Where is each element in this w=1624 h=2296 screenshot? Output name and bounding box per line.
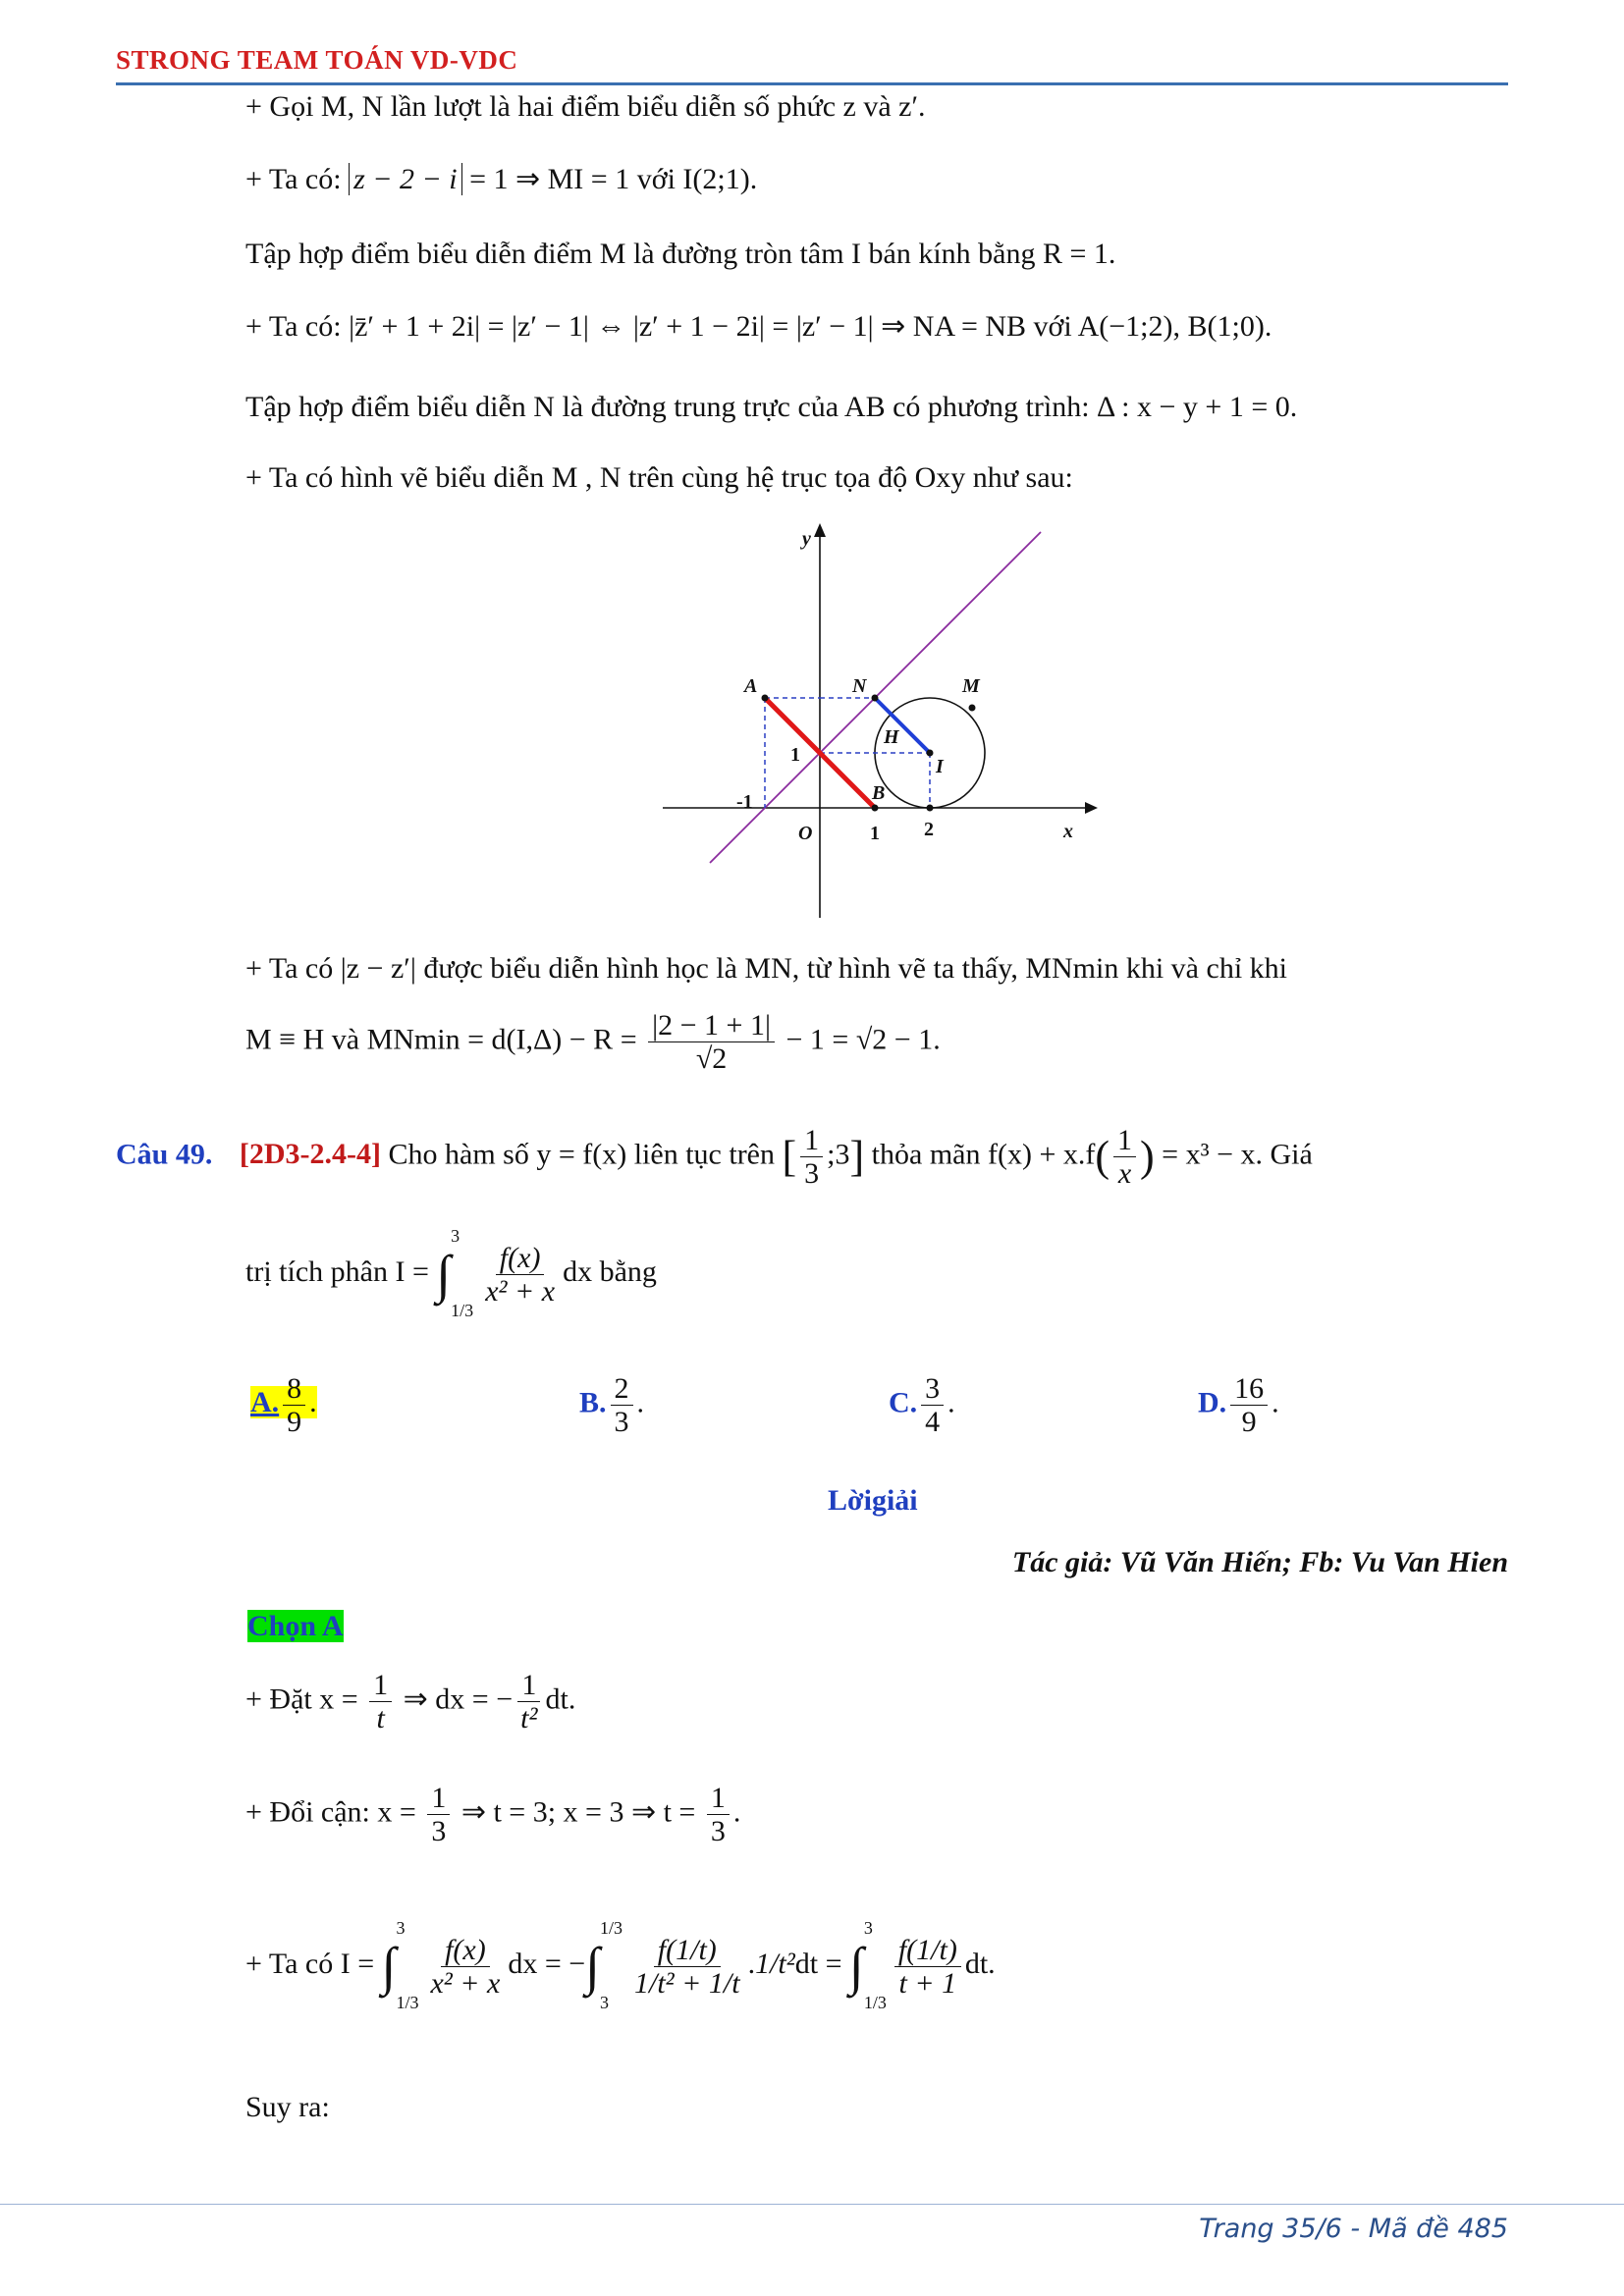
solution-title: Lờigiải: [828, 1484, 918, 1517]
footer-divider: [0, 2204, 1624, 2205]
tick-x-2: 2: [924, 819, 934, 840]
option-b-label: B.: [579, 1386, 607, 1419]
question-text-2: thỏa mãn f(x) + x.f: [864, 1138, 1096, 1171]
option-c-den: 4: [925, 1406, 941, 1438]
point-2: [927, 805, 934, 812]
question-text-4: trị tích phân I =: [245, 1255, 437, 1288]
label-m: M: [962, 675, 980, 697]
option-a-num: 8: [283, 1372, 305, 1406]
s2-c: .: [732, 1795, 741, 1829]
option-b-den: 3: [614, 1406, 629, 1438]
s3-int3-num: f(1/t): [894, 1934, 961, 1967]
tick-y-1: 1: [790, 744, 800, 766]
option-a-label: A.: [250, 1386, 280, 1419]
tick-x-1: 1: [870, 823, 880, 844]
header-title: STRONG TEAM TOÁN VD-VDC: [116, 45, 518, 75]
int-den: x² + x: [485, 1274, 556, 1308]
question-text-3: = x³ − x. Giá: [1154, 1138, 1313, 1171]
s3-c: .: [747, 1947, 756, 1980]
label-n: N: [852, 675, 867, 697]
line-2: [245, 163, 757, 195]
integral-sign-icon: ∫: [849, 1937, 864, 1996]
point-n: [872, 695, 879, 702]
option-d[interactable]: D. $\frac{16}{9}$ .: [1198, 1372, 1279, 1438]
point-a: [762, 695, 769, 702]
interval-rest: ;3: [827, 1138, 850, 1171]
int-upper: 3: [451, 1226, 460, 1246]
option-c-label: C.: [889, 1386, 918, 1419]
footer-page: Trang 35/6 - Mã đề 485: [1199, 2214, 1508, 2244]
s3-int1-den: x² + x: [430, 1966, 501, 2000]
label-i: I: [936, 756, 944, 777]
line-7: + Ta có |z − z′| được biểu diễn hình học là MN, từ hình vẽ ta thấy, MNmin khi và chỉ khi: [245, 952, 1287, 985]
interval-den: 3: [804, 1157, 820, 1190]
label-h: H: [884, 726, 899, 748]
question-text-5: bằng: [592, 1255, 657, 1288]
line-1: + Gọi M, N lần lượt là hai điểm biểu diễn số phức z và z′.: [245, 90, 926, 123]
question-49: Câu 49. [2D3-2.4-4] Cho hàm số y = f(x) liên tục trên [ $\frac{1}{3}$ ;3] thỏa mãn f(x) + x.f( $\frac{1}{x}$ ) = x³ − x. Giá: [116, 1124, 1313, 1190]
line-3: Tập hợp điểm biểu diễn điểm M là đường tròn tâm I bán kính bằng R = 1.: [245, 238, 1116, 270]
x-axis-arrow-icon: [1085, 802, 1098, 814]
s3-int1-num: f(x): [441, 1934, 490, 1967]
option-b-num: 2: [611, 1372, 633, 1406]
s3-e: dt.: [964, 1947, 996, 1980]
s3-int1-upper: 3: [396, 1918, 406, 1938]
s3-int3-den: t + 1: [898, 1966, 957, 2000]
line-4: + Ta có: |z̄′ + 1 + 2i| = |z′ − 1| ⇔ |z′ + 1 − 2i| = |z′ − 1| ⇒ NA = NB với A(−1;2), B(1;0).: [245, 310, 1272, 343]
s1-num: 1: [369, 1669, 392, 1702]
s3-int2-upper: 1/3: [599, 1918, 623, 1938]
line-8-num: |2 − 1 + 1|: [648, 1009, 775, 1042]
s2-a: + Đổi cận: x =: [245, 1795, 424, 1829]
s3-k: 1/t²: [755, 1947, 795, 1980]
s2-den-2: 3: [710, 1815, 726, 1847]
integral-sign-icon: ∫: [585, 1937, 600, 1996]
s3-int2-num: f(1/t): [654, 1934, 721, 1967]
int-dx: dx: [563, 1255, 593, 1288]
line-2-suffix: = 1 ⇒ MI = 1 với I(2;1).: [461, 163, 758, 195]
s1-den: t: [376, 1702, 385, 1735]
point-i: [927, 750, 934, 757]
s1-b: ⇒ dx = −: [396, 1682, 514, 1716]
arg-num: 1: [1113, 1124, 1136, 1157]
line-2-abs: z − 2 − i: [349, 163, 462, 195]
option-a[interactable]: A. $\frac{8}{9}$ .: [250, 1372, 317, 1438]
line-8: [245, 1009, 941, 1075]
option-d-label: D.: [1198, 1386, 1227, 1419]
option-d-num: 16: [1230, 1372, 1268, 1406]
int-num: f(x): [496, 1242, 545, 1275]
s3-int2-lower: 3: [599, 1993, 609, 2013]
line-5: Tập hợp điểm biểu diễn N là đường trung trực của AB có phương trình: Δ : x − y + 1 = 0.: [245, 391, 1298, 423]
s3-d: dt =: [794, 1947, 850, 1980]
s3-int2-den: 1/t² + 1/t: [634, 1966, 740, 2000]
line-2-prefix: + Ta có:: [245, 163, 350, 195]
integral-sign-icon: ∫: [436, 1245, 452, 1304]
solution-step-1: [245, 1669, 575, 1735]
question-text-1: Cho hàm số y = f(x) liên tục trên: [381, 1138, 783, 1171]
label-a: A: [744, 675, 758, 697]
arg-den: x: [1117, 1157, 1132, 1190]
question-code: [2D3-2.4-4]: [239, 1138, 381, 1171]
line-8-suffix: − 1 = √2 − 1.: [778, 1023, 941, 1056]
label-b: B: [872, 782, 886, 804]
line-8-den: √2: [695, 1042, 728, 1075]
s3-b: dx = −: [508, 1947, 586, 1980]
choice-text: Chọn A: [247, 1610, 344, 1642]
question-label: Câu 49.: [116, 1138, 213, 1171]
y-axis-arrow-icon: [814, 523, 826, 537]
question-integral: [245, 1227, 657, 1321]
interval-num: 1: [800, 1124, 823, 1157]
option-c[interactable]: C. $\frac{3}{4}$ .: [889, 1372, 955, 1438]
s2-num: 1: [427, 1782, 450, 1815]
coordinate-figure: [638, 515, 1110, 928]
point-m: [969, 705, 976, 712]
solution-step-2: [245, 1782, 740, 1847]
s1-a: + Đặt x =: [245, 1682, 366, 1716]
solution-author: Tác giả: Vũ Văn Hiến; Fb: Vu Van Hien: [1011, 1546, 1508, 1578]
s3-int3-lower: 1/3: [863, 1993, 887, 2013]
option-d-den: 9: [1241, 1406, 1257, 1438]
s2-den: 3: [431, 1815, 447, 1847]
solution-suy-ra: Suy ra:: [245, 2091, 330, 2123]
integral-sign-icon: ∫: [381, 1937, 397, 1996]
s3-a: + Ta có I =: [245, 1947, 382, 1980]
option-a-den: 9: [287, 1406, 302, 1438]
line-6: + Ta có hình vẽ biểu diễn M , N trên cùng hệ trục tọa độ Oxy như sau:: [245, 461, 1073, 494]
header-divider: [116, 82, 1508, 85]
s1-c: dt.: [545, 1682, 576, 1716]
origin-label: O: [798, 823, 813, 844]
s2-num-2: 1: [707, 1782, 730, 1815]
s1-den2: t²: [520, 1702, 538, 1735]
solution-step-3: [245, 1919, 996, 2013]
solution-choice: [247, 1610, 344, 1642]
s3-int1-lower: 1/3: [396, 1993, 419, 2013]
s2-b: ⇒ t = 3; x = 3 ⇒ t =: [454, 1795, 703, 1829]
y-axis-label: y: [802, 528, 811, 550]
s3-int3-upper: 3: [863, 1918, 873, 1938]
point-b: [872, 805, 879, 812]
option-b[interactable]: B. $\frac{2}{3}$ .: [579, 1372, 645, 1438]
x-axis-label: x: [1063, 821, 1073, 842]
s1-num2: 1: [517, 1669, 540, 1702]
option-c-num: 3: [921, 1372, 944, 1406]
int-lower: 1/3: [451, 1301, 474, 1321]
tick-y-minus1: -1: [736, 791, 753, 813]
line-8-prefix: M ≡ H và MNmin = d(I,Δ) − R =: [245, 1023, 645, 1056]
